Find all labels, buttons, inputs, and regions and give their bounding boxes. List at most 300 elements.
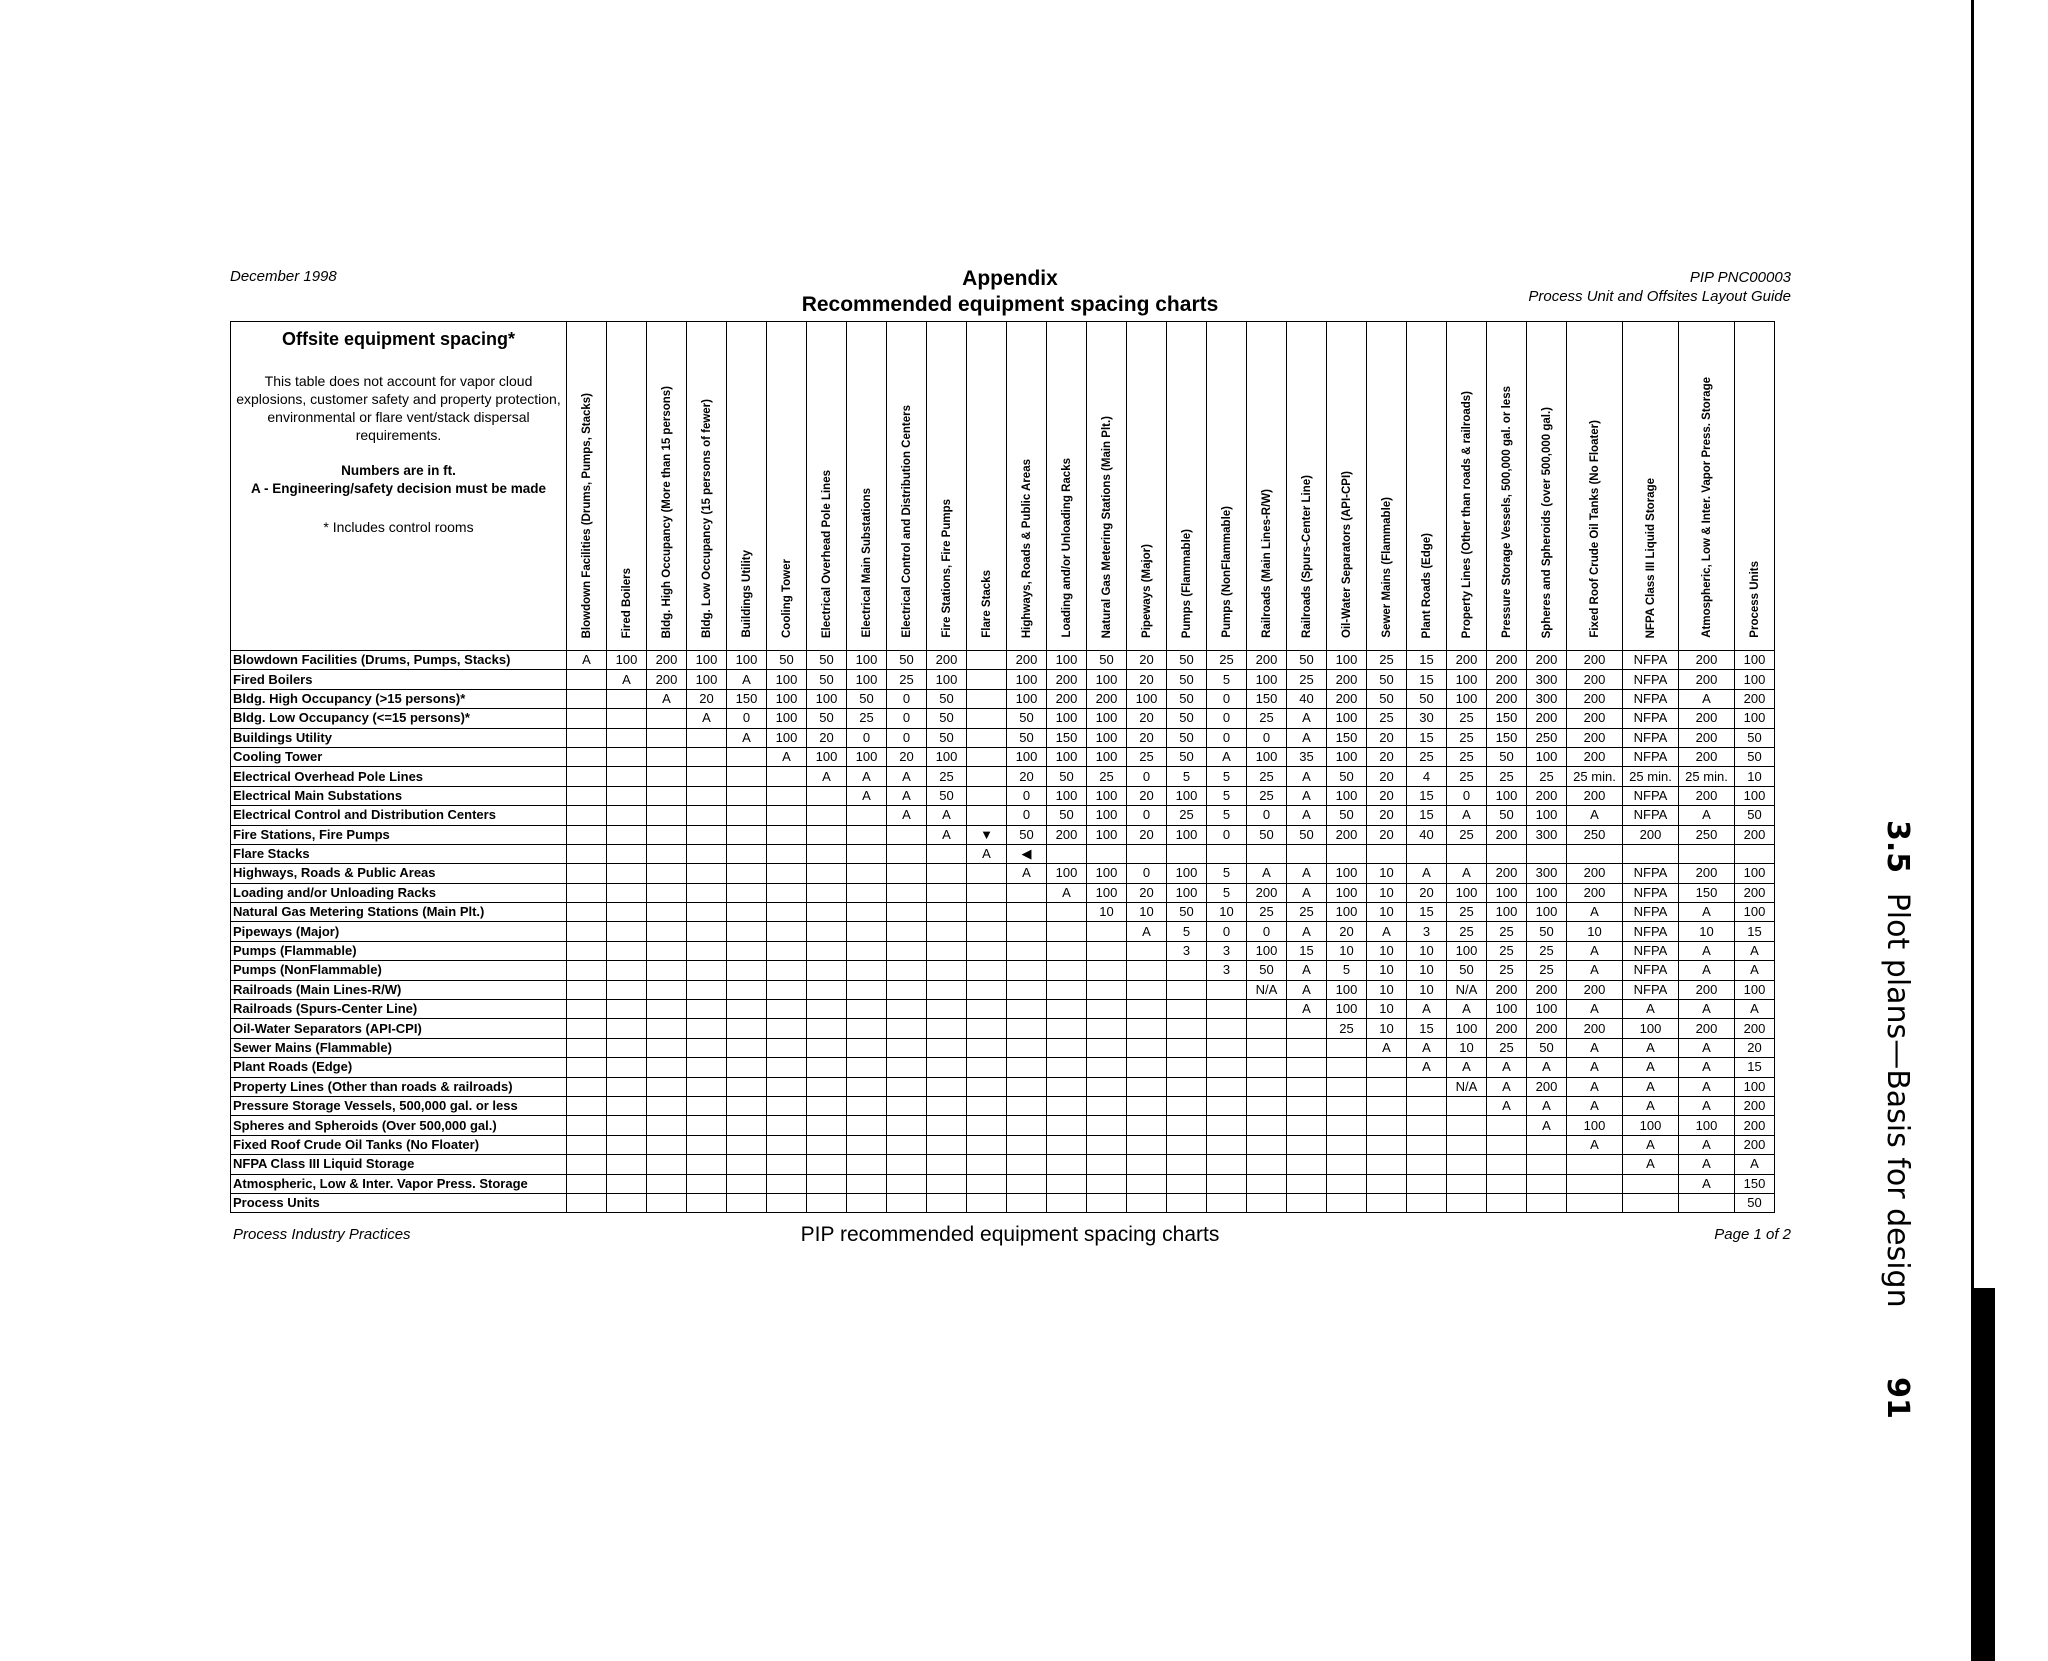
table-cell [967, 767, 1007, 786]
row-label: Process Units [231, 1193, 567, 1212]
table-row [231, 844, 1775, 863]
table-cell: A [1407, 1000, 1447, 1019]
table-cell [607, 709, 647, 728]
table-cell [807, 1155, 847, 1174]
table-cell: 50 [927, 709, 967, 728]
table-cell [847, 941, 887, 960]
table-cell: NFPA [1623, 806, 1679, 825]
table-cell: A [967, 844, 1007, 863]
table-cell [967, 1116, 1007, 1135]
table-row [231, 709, 1775, 728]
table-cell [647, 728, 687, 747]
table-cell [647, 747, 687, 766]
table-cell: A [847, 786, 887, 805]
table-cell [847, 806, 887, 825]
table-cell: 200 [927, 651, 967, 670]
table-cell [1167, 1000, 1207, 1019]
table-cell [1367, 844, 1407, 863]
table-cell [887, 1058, 927, 1077]
table-cell: 15 [1407, 728, 1447, 747]
table-cell [567, 1038, 607, 1057]
table-cell [607, 1077, 647, 1096]
table-cell: 100 [1327, 864, 1367, 883]
table-cell [1247, 844, 1287, 863]
table-cell: 25 [1367, 651, 1407, 670]
table-cell: 200 [1567, 883, 1623, 902]
table-cell: 50 [1007, 728, 1047, 747]
table-cell: 150 [1327, 728, 1367, 747]
table-cell [807, 903, 847, 922]
table-cell [967, 670, 1007, 689]
table-cell [767, 1174, 807, 1193]
table-cell [567, 767, 607, 786]
table-row [231, 1155, 1775, 1174]
intro-units-line1: Numbers are in ft. [341, 463, 456, 478]
table-cell: 50 [1167, 651, 1207, 670]
table-cell [967, 864, 1007, 883]
table-cell: 0 [1127, 864, 1167, 883]
table-cell: A [1679, 1038, 1735, 1057]
table-cell: 5 [1207, 786, 1247, 805]
table-cell: 100 [1327, 980, 1367, 999]
table-cell [767, 1135, 807, 1154]
intro-cell [231, 322, 567, 651]
table-cell [1327, 844, 1367, 863]
table-cell: 5 [1207, 806, 1247, 825]
table-cell [647, 786, 687, 805]
table-cell: 25 [1487, 767, 1527, 786]
table-cell: A [1679, 1135, 1735, 1154]
table-cell: 100 [1735, 709, 1775, 728]
table-cell: 20 [1127, 709, 1167, 728]
table-cell [847, 864, 887, 883]
table-cell [767, 864, 807, 883]
table-cell [1447, 1174, 1487, 1193]
table-cell [1207, 1116, 1247, 1135]
table-cell [687, 1038, 727, 1057]
table-cell [567, 1193, 607, 1212]
table-cell [647, 1019, 687, 1038]
table-cell: 150 [1679, 883, 1735, 902]
table-cell [1567, 844, 1623, 863]
table-cell: NFPA [1623, 883, 1679, 902]
table-cell: 150 [1247, 689, 1287, 708]
column-header-label: Plant Roads (Edge) [1420, 532, 1433, 638]
table-cell [687, 1193, 727, 1212]
row-label: Highways, Roads & Public Areas [231, 864, 567, 883]
table-cell: 50 [1167, 728, 1207, 747]
table-cell [887, 883, 927, 902]
table-cell [1007, 1096, 1047, 1115]
table-cell: 25 [1247, 709, 1287, 728]
table-cell [607, 825, 647, 844]
table-cell: 100 [1167, 883, 1207, 902]
table-row [231, 806, 1775, 825]
column-header [767, 322, 807, 651]
table-cell [1007, 1058, 1047, 1077]
table-cell [1287, 1135, 1327, 1154]
table-cell [567, 1155, 607, 1174]
table-cell: 200 [1679, 864, 1735, 883]
table-cell: 25 [1247, 786, 1287, 805]
table-cell: A [1623, 1000, 1679, 1019]
table-cell: 200 [1007, 651, 1047, 670]
table-cell: 100 [1087, 883, 1127, 902]
table-cell: 100 [1527, 747, 1567, 766]
table-cell [647, 1096, 687, 1115]
table-cell: A [1287, 1000, 1327, 1019]
table-cell [727, 767, 767, 786]
table-cell [1567, 1193, 1623, 1212]
table-cell: 15 [1407, 670, 1447, 689]
row-label: Electrical Control and Distribution Centers [231, 806, 567, 825]
column-header [847, 322, 887, 651]
table-cell [927, 844, 967, 863]
table-cell: 0 [1207, 825, 1247, 844]
table-cell: 200 [1735, 1135, 1775, 1154]
table-cell [1047, 1019, 1087, 1038]
table-cell [967, 651, 1007, 670]
table-cell: 0 [1207, 922, 1247, 941]
table-cell: A [1567, 961, 1623, 980]
table-cell: 100 [1247, 941, 1287, 960]
row-label: Railroads (Spurs-Center Line) [231, 1000, 567, 1019]
table-cell: 0 [1207, 689, 1247, 708]
table-row [231, 1135, 1775, 1154]
table-cell: 100 [1447, 689, 1487, 708]
table-cell: 10 [1735, 767, 1775, 786]
table-cell: 0 [1007, 806, 1047, 825]
table-cell: 20 [1127, 825, 1167, 844]
table-cell [607, 961, 647, 980]
table-row [231, 1193, 1775, 1212]
table-cell [847, 883, 887, 902]
table-cell [687, 786, 727, 805]
column-header-label: Pumps (Flammable) [1180, 528, 1193, 638]
column-header [1327, 322, 1367, 651]
table-cell [1527, 1135, 1567, 1154]
table-cell: 200 [1679, 786, 1735, 805]
column-header-label: Natural Gas Metering Stations (Main Plt.) [1100, 415, 1113, 638]
table-cell [1087, 1000, 1127, 1019]
table-cell [1207, 1155, 1247, 1174]
table-cell [767, 825, 807, 844]
table-cell: A [1527, 1116, 1567, 1135]
table-row [231, 980, 1775, 999]
table-cell: 100 [1167, 864, 1207, 883]
table-cell [927, 961, 967, 980]
table-cell [1047, 903, 1087, 922]
table-cell: 25 [1087, 767, 1127, 786]
table-cell: 25 [887, 670, 927, 689]
table-cell: 50 [1735, 806, 1775, 825]
table-cell: 10 [1407, 961, 1447, 980]
table-cell [1007, 941, 1047, 960]
table-cell: 50 [1167, 689, 1207, 708]
table-cell: 200 [1527, 980, 1567, 999]
table-cell: 20 [1735, 1038, 1775, 1057]
table-cell: 5 [1207, 670, 1247, 689]
table-cell: 0 [1447, 786, 1487, 805]
table-cell: NFPA [1623, 961, 1679, 980]
table-cell: 100 [847, 670, 887, 689]
table-cell [967, 903, 1007, 922]
table-cell: 15 [1407, 651, 1447, 670]
table-cell [1127, 1077, 1167, 1096]
table-cell [1287, 1096, 1327, 1115]
row-label: Spheres and Spheroids (Over 500,000 gal.) [231, 1116, 567, 1135]
table-cell [927, 980, 967, 999]
table-cell: 10 [1367, 941, 1407, 960]
table-cell [607, 689, 647, 708]
column-header [1287, 322, 1327, 651]
table-row [231, 689, 1775, 708]
table-cell [807, 1193, 847, 1212]
table-cell [1567, 1155, 1623, 1174]
table-row [231, 1174, 1775, 1193]
row-label: Fixed Roof Crude Oil Tanks (No Floater) [231, 1135, 567, 1154]
table-cell [927, 1077, 967, 1096]
table-cell [1007, 1077, 1047, 1096]
table-cell: 200 [1487, 689, 1527, 708]
table-row [231, 825, 1775, 844]
column-header-label: Pumps (NonFlammable) [1220, 506, 1233, 638]
table-cell: A [927, 806, 967, 825]
table-cell: 3 [1407, 922, 1447, 941]
table-cell: 100 [1735, 980, 1775, 999]
table-cell: 0 [1247, 806, 1287, 825]
table-cell [1047, 1077, 1087, 1096]
table-cell [687, 922, 727, 941]
table-cell [567, 806, 607, 825]
table-cell [767, 1019, 807, 1038]
table-cell [1127, 980, 1167, 999]
table-cell: 100 [927, 747, 967, 766]
table-cell: 200 [1487, 864, 1527, 883]
table-cell: NFPA [1623, 786, 1679, 805]
table-cell [1367, 1174, 1407, 1193]
column-header [1007, 322, 1047, 651]
row-label: Pressure Storage Vessels, 500,000 gal. or less [231, 1096, 567, 1115]
table-cell: 100 [1327, 883, 1367, 902]
table-cell [887, 1155, 927, 1174]
column-header-label: Oil-Water Separators (API-CPI) [1340, 471, 1353, 638]
table-cell: 25 [1447, 825, 1487, 844]
table-cell [567, 1019, 607, 1038]
table-cell [1167, 1077, 1207, 1096]
table-cell: A [1735, 941, 1775, 960]
table-cell: N/A [1447, 1077, 1487, 1096]
column-header-label: Fire Stations, Fire Pumps [940, 499, 953, 638]
column-header-label: Property Lines (Other than roads & railroads) [1460, 390, 1473, 638]
side-section-title: Plot plans—Basis for design [1880, 892, 1915, 1308]
row-label: Railroads (Main Lines-R/W) [231, 980, 567, 999]
table-cell [767, 786, 807, 805]
table-cell: 250 [1527, 728, 1567, 747]
table-cell: A [1287, 786, 1327, 805]
table-cell [607, 1000, 647, 1019]
table-cell: A [1679, 689, 1735, 708]
table-cell [967, 883, 1007, 902]
table-cell [887, 825, 927, 844]
table-cell: 0 [887, 728, 927, 747]
table-cell: 3 [1207, 961, 1247, 980]
column-header-label: Process Units [1748, 561, 1761, 638]
table-cell [1247, 1135, 1287, 1154]
table-cell: 200 [647, 651, 687, 670]
table-cell [927, 1058, 967, 1077]
table-cell [967, 1058, 1007, 1077]
table-cell: 100 [1447, 941, 1487, 960]
table-cell: 50 [1247, 825, 1287, 844]
table-cell: 100 [1087, 709, 1127, 728]
table-cell [727, 922, 767, 941]
column-header [687, 322, 727, 651]
table-cell [887, 1135, 927, 1154]
table-cell [1327, 1096, 1367, 1115]
table-cell [887, 922, 927, 941]
table-cell [647, 903, 687, 922]
table-cell: 200 [1327, 825, 1367, 844]
table-cell [687, 1077, 727, 1096]
table-row [231, 864, 1775, 883]
table-cell: NFPA [1623, 728, 1679, 747]
table-cell: 200 [1567, 1019, 1623, 1038]
table-cell: NFPA [1623, 670, 1679, 689]
table-cell [567, 1058, 607, 1077]
table-cell [847, 980, 887, 999]
table-cell [687, 961, 727, 980]
table-cell [847, 903, 887, 922]
table-cell: 200 [1567, 728, 1623, 747]
table-cell [1087, 1077, 1127, 1096]
table-cell [847, 1077, 887, 1096]
row-label: Electrical Overhead Pole Lines [231, 767, 567, 786]
table-cell [1287, 1174, 1327, 1193]
table-cell: 200 [1047, 689, 1087, 708]
table-cell [847, 1019, 887, 1038]
table-cell [767, 1096, 807, 1115]
table-cell [727, 844, 767, 863]
table-cell [1167, 1193, 1207, 1212]
table-cell [767, 961, 807, 980]
table-cell: N/A [1447, 980, 1487, 999]
table-cell: 0 [1247, 728, 1287, 747]
table-cell [687, 1135, 727, 1154]
table-cell [1087, 1058, 1127, 1077]
table-cell: 100 [727, 651, 767, 670]
table-cell [767, 980, 807, 999]
table-cell: 100 [1007, 670, 1047, 689]
table-cell [1007, 1155, 1047, 1174]
table-cell: 200 [1735, 689, 1775, 708]
table-cell: ◀ [1007, 844, 1047, 863]
table-cell: 200 [1679, 670, 1735, 689]
table-cell [927, 864, 967, 883]
table-cell: 100 [1735, 670, 1775, 689]
table-cell: 50 [1447, 961, 1487, 980]
table-cell: 15 [1407, 903, 1447, 922]
side-section-label [1880, 820, 1915, 1419]
table-cell [607, 1174, 647, 1193]
table-cell [807, 1058, 847, 1077]
table-cell: 300 [1527, 864, 1567, 883]
table-cell: 100 [1047, 786, 1087, 805]
table-cell [927, 1155, 967, 1174]
column-header-label: Pressure Storage Vessels, 500,000 gal. or less [1500, 386, 1513, 638]
table-cell [767, 806, 807, 825]
table-cell [687, 883, 727, 902]
table-cell [1167, 844, 1207, 863]
table-cell [727, 980, 767, 999]
table-cell: 20 [1367, 806, 1407, 825]
table-cell [1287, 1077, 1327, 1096]
table-cell [847, 961, 887, 980]
table-cell: A [607, 670, 647, 689]
table-cell: 200 [1567, 670, 1623, 689]
table-cell: A [1407, 1038, 1447, 1057]
table-cell: 100 [1047, 864, 1087, 883]
table-cell: 40 [1287, 689, 1327, 708]
table-cell: 10 [1367, 883, 1407, 902]
table-cell [807, 1174, 847, 1193]
table-cell [727, 806, 767, 825]
table-cell: 5 [1327, 961, 1367, 980]
table-row [231, 1077, 1775, 1096]
table-cell [607, 844, 647, 863]
table-cell: NFPA [1623, 980, 1679, 999]
table-cell: 20 [1367, 747, 1407, 766]
table-cell [1167, 961, 1207, 980]
column-header-label: NFPA Class III Liquid Storage [1644, 477, 1657, 638]
table-cell [727, 864, 767, 883]
table-cell [1247, 1155, 1287, 1174]
table-cell: 100 [847, 651, 887, 670]
header-date: December 1998 [230, 268, 337, 285]
table-cell: 150 [1047, 728, 1087, 747]
table-row [231, 1000, 1775, 1019]
table-cell [567, 670, 607, 689]
table-cell [1007, 1019, 1047, 1038]
table-cell [1367, 1116, 1407, 1135]
table-cell [1527, 1155, 1567, 1174]
table-cell [687, 1019, 727, 1038]
table-cell: 25 [1367, 709, 1407, 728]
table-cell: 100 [767, 709, 807, 728]
table-cell [647, 1174, 687, 1193]
table-cell: NFPA [1623, 903, 1679, 922]
table-row [231, 922, 1775, 941]
table-cell [1623, 844, 1679, 863]
table-cell [647, 922, 687, 941]
table-cell: 100 [1087, 747, 1127, 766]
table-cell: A [1623, 1135, 1679, 1154]
row-label: Sewer Mains (Flammable) [231, 1038, 567, 1057]
table-cell: A [1679, 1000, 1735, 1019]
table-cell: 100 [767, 670, 807, 689]
table-cell: A [1735, 1000, 1775, 1019]
table-cell: A [1679, 1058, 1735, 1077]
table-cell [1127, 844, 1167, 863]
table-cell: 15 [1407, 806, 1447, 825]
table-cell [1127, 1193, 1167, 1212]
table-cell: 25 [1247, 903, 1287, 922]
table-cell [1007, 903, 1047, 922]
table-cell [807, 806, 847, 825]
table-cell [1447, 1135, 1487, 1154]
table-cell: 100 [927, 670, 967, 689]
header-title-block [700, 266, 1320, 318]
